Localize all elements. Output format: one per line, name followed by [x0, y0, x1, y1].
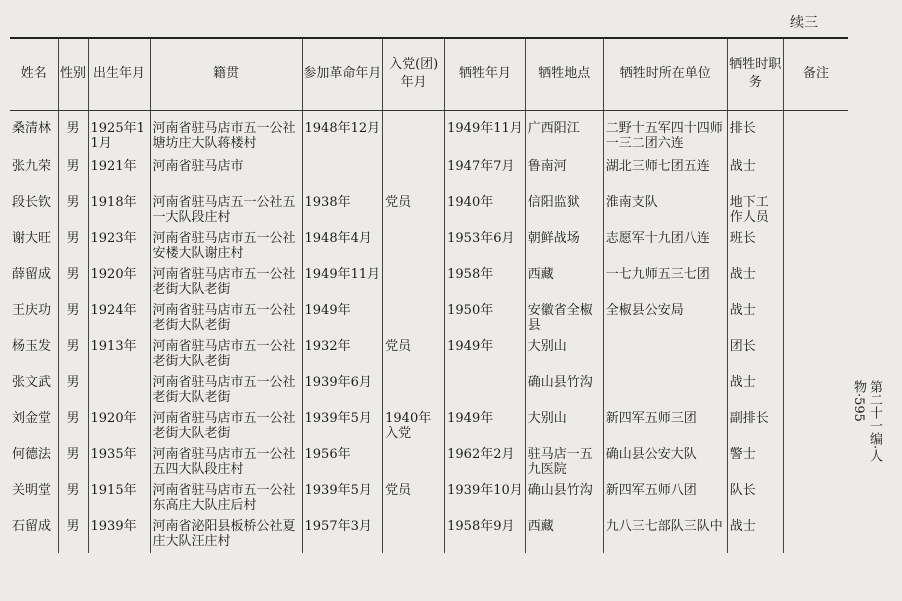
cell-unit: 志愿军十九团八连 — [603, 229, 727, 265]
cell-birth: 1921年 — [88, 157, 150, 193]
section-label: 第二十一编·人 — [867, 380, 882, 463]
cell-remarks — [783, 517, 848, 553]
cell-birth: 1935年 — [88, 445, 150, 481]
cell-origin: 河南省驻马店市 — [150, 157, 302, 193]
cell-remarks — [783, 337, 848, 373]
table-row — [10, 445, 848, 481]
cell-name: 石留成 — [12, 518, 52, 534]
cell-unit: 二野十五军四十四师一三二团六连 — [603, 110, 727, 157]
martyrs-table — [10, 37, 848, 553]
cell-birth: 1918年 — [88, 193, 150, 229]
cell-position: 战士 — [727, 373, 783, 409]
cell-birth: 1920年 — [88, 409, 150, 445]
cell-position: 警士 — [727, 445, 783, 481]
cell-unit: 一七九师五三七团 — [603, 265, 727, 301]
cell-position: 战士 — [727, 517, 783, 553]
cell-party — [383, 445, 445, 481]
header-joined-revolution: 参加革命年月 — [302, 38, 383, 110]
cell-sex: 男 — [58, 517, 88, 553]
cell-birth: 1920年 — [88, 265, 150, 301]
cell-joined: 1939年6月 — [302, 373, 383, 409]
cell-death-place: 西藏 — [525, 517, 603, 553]
cell-remarks — [783, 445, 848, 481]
cell-position: 战士 — [727, 157, 783, 193]
cell-joined: 1932年 — [302, 337, 383, 373]
cell-death-date: 1940年 — [445, 193, 526, 229]
cell-name: 张九荣 — [12, 158, 52, 174]
cell-party — [383, 229, 445, 265]
cell-party: 党员 — [383, 193, 445, 229]
cell-death-date: 1950年 — [445, 301, 526, 337]
cell-name: 桑清林 — [12, 120, 52, 136]
cell-party: 1940年入党 — [383, 409, 445, 445]
cell-unit: 全椒县公安局 — [603, 301, 727, 337]
cell-death-place: 大别山 — [525, 409, 603, 445]
cell-sex: 男 — [58, 337, 88, 373]
cell-position: 副排长 — [727, 409, 783, 445]
cell-death-date: 1949年 — [445, 409, 526, 445]
cell-death-date: 1939年10月 — [445, 481, 526, 517]
cell-joined: 1948年4月 — [302, 229, 383, 265]
cell-party: 党员 — [383, 481, 445, 517]
cell-remarks — [783, 110, 848, 157]
cell-birth — [88, 373, 150, 409]
cell-birth: 1913年 — [88, 337, 150, 373]
cell-remarks — [783, 193, 848, 229]
header-remarks: 备注 — [783, 38, 848, 110]
header-joined-party: 入党(团)年月 — [383, 38, 445, 110]
cell-death-place: 西藏 — [525, 265, 603, 301]
table-row — [10, 373, 848, 409]
cell-death-place: 确山县竹沟 — [525, 481, 603, 517]
cell-party — [383, 157, 445, 193]
table-row — [10, 193, 848, 229]
cell-death-date: 1958年9月 — [445, 517, 526, 553]
cell-joined: 1957年3月 — [302, 517, 383, 553]
cell-origin: 河南省驻马店市五一公社老街大队老街 — [150, 337, 302, 373]
cell-unit: 新四军五师八团 — [603, 481, 727, 517]
cell-remarks — [783, 229, 848, 265]
cell-birth: 1923年 — [88, 229, 150, 265]
table-row — [10, 229, 848, 265]
table-row — [10, 337, 848, 373]
cell-death-place: 大别山 — [525, 337, 603, 373]
cell-remarks — [783, 301, 848, 337]
cell-origin: 河南省驻马店市五一公社老街大队老街 — [150, 373, 302, 409]
cell-origin: 河南省驻马店市五一公社老街大队老街 — [150, 301, 302, 337]
cell-origin: 河南省驻马店市五一公社老街大队老街 — [150, 265, 302, 301]
header-row — [10, 38, 848, 110]
cell-birth: 1925年11月 — [88, 110, 150, 157]
cell-party — [383, 517, 445, 553]
cell-remarks — [783, 157, 848, 193]
cell-position: 队长 — [727, 481, 783, 517]
cell-birth: 1915年 — [88, 481, 150, 517]
cell-unit — [603, 373, 727, 409]
cell-name: 何德法 — [12, 446, 52, 462]
cell-position: 排长 — [727, 110, 783, 157]
cell-remarks — [783, 373, 848, 409]
cell-sex: 男 — [58, 265, 88, 301]
cell-position: 班长 — [727, 229, 783, 265]
header-unit: 牺牲时所在单位 — [603, 38, 727, 110]
cell-death-place: 确山县竹沟 — [525, 373, 603, 409]
table-row — [10, 157, 848, 193]
cell-name: 张文武 — [12, 374, 52, 390]
cell-sex: 男 — [58, 445, 88, 481]
cell-sex: 男 — [58, 157, 88, 193]
cell-remarks — [783, 481, 848, 517]
cell-position: 团长 — [727, 337, 783, 373]
cell-party — [383, 110, 445, 157]
cell-sex: 男 — [58, 110, 88, 157]
table-row — [10, 481, 848, 517]
cell-party — [383, 265, 445, 301]
cell-sex: 男 — [58, 229, 88, 265]
header-death-date: 牺牲年月 — [445, 38, 526, 110]
cell-joined: 1938年 — [302, 193, 383, 229]
cell-birth: 1939年 — [88, 517, 150, 553]
header-death-place: 牺牲地点 — [525, 38, 603, 110]
cell-origin: 河南省驻马店市五一公社老街大队老街 — [150, 409, 302, 445]
cell-name: 段长钦 — [12, 194, 52, 210]
cell-death-place: 安徽省全椒县 — [525, 301, 603, 337]
cell-unit: 湖北三师七团五连 — [603, 157, 727, 193]
cell-joined — [302, 157, 383, 193]
cell-death-date: 1947年7月 — [445, 157, 526, 193]
cell-joined: 1949年11月 — [302, 265, 383, 301]
cell-party: 党员 — [383, 337, 445, 373]
cell-death-date: 1962年2月 — [445, 445, 526, 481]
header-sex: 性别 — [58, 38, 88, 110]
cell-origin: 河南省泌阳县板桥公社夏庄大队汪庄村 — [150, 517, 302, 553]
header-name: 姓名 — [10, 38, 58, 110]
cell-position: 地下工作人员 — [727, 193, 783, 229]
cell-death-date: 1949年 — [445, 337, 526, 373]
cell-death-date — [445, 373, 526, 409]
cell-joined: 1939年5月 — [302, 481, 383, 517]
cell-unit: 确山县公安大队 — [603, 445, 727, 481]
cell-death-place: 驻马店一五九医院 — [525, 445, 603, 481]
cell-origin: 河南省驻马店市五一公社东高庄大队庄后村 — [150, 481, 302, 517]
cell-position: 战士 — [727, 265, 783, 301]
cell-name: 刘金堂 — [12, 410, 52, 426]
header-origin: 籍贯 — [150, 38, 302, 110]
cell-name: 薛留成 — [12, 266, 52, 282]
continuation-label: 续三 — [790, 15, 818, 31]
cell-name: 谢大旺 — [12, 230, 52, 246]
cell-remarks — [783, 409, 848, 445]
cell-remarks — [783, 265, 848, 301]
cell-origin: 河南省驻马店五一公社五一大队段庄村 — [150, 193, 302, 229]
cell-death-place: 信阳监狱 — [525, 193, 603, 229]
cell-sex: 男 — [58, 481, 88, 517]
cell-unit: 九八三七部队三队中 — [603, 517, 727, 553]
cell-death-date: 1958年 — [445, 265, 526, 301]
table-row — [10, 409, 848, 445]
table-row — [10, 110, 848, 157]
cell-sex: 男 — [58, 193, 88, 229]
cell-death-date: 1953年6月 — [445, 229, 526, 265]
cell-joined: 1939年5月 — [302, 409, 383, 445]
cell-death-place: 广西阳江 — [525, 110, 603, 157]
cell-joined: 1949年 — [302, 301, 383, 337]
cell-party — [383, 301, 445, 337]
cell-sex: 男 — [58, 301, 88, 337]
cell-unit: 淮南支队 — [603, 193, 727, 229]
cell-origin: 河南省驻马店市五一公社塘坊庄大队蒋楼村 — [150, 110, 302, 157]
cell-name: 关明堂 — [12, 482, 52, 498]
table-row — [10, 301, 848, 337]
cell-unit: 新四军五师三团 — [603, 409, 727, 445]
cell-birth: 1924年 — [88, 301, 150, 337]
side-margin-text — [851, 380, 882, 504]
cell-joined: 1956年 — [302, 445, 383, 481]
cell-name: 杨玉发 — [12, 338, 52, 354]
cell-joined: 1948年12月 — [302, 110, 383, 157]
cell-sex: 男 — [58, 373, 88, 409]
cell-party — [383, 373, 445, 409]
page-number: 物·595 — [851, 380, 866, 422]
cell-death-date: 1949年11月 — [445, 110, 526, 157]
table-row — [10, 517, 848, 553]
cell-death-place: 朝鲜战场 — [525, 229, 603, 265]
table-row — [10, 265, 848, 301]
cell-origin: 河南省驻马店市五一公社五四大队段庄村 — [150, 445, 302, 481]
cell-origin: 河南省驻马店市五一公社安楼大队谢庄村 — [150, 229, 302, 265]
header-position: 牺牲时职务 — [727, 38, 783, 110]
cell-name: 王庆功 — [12, 302, 52, 318]
cell-unit — [603, 337, 727, 373]
cell-death-place: 鲁南河 — [525, 157, 603, 193]
cell-sex: 男 — [58, 409, 88, 445]
header-birth: 出生年月 — [88, 38, 150, 110]
cell-position: 战士 — [727, 301, 783, 337]
